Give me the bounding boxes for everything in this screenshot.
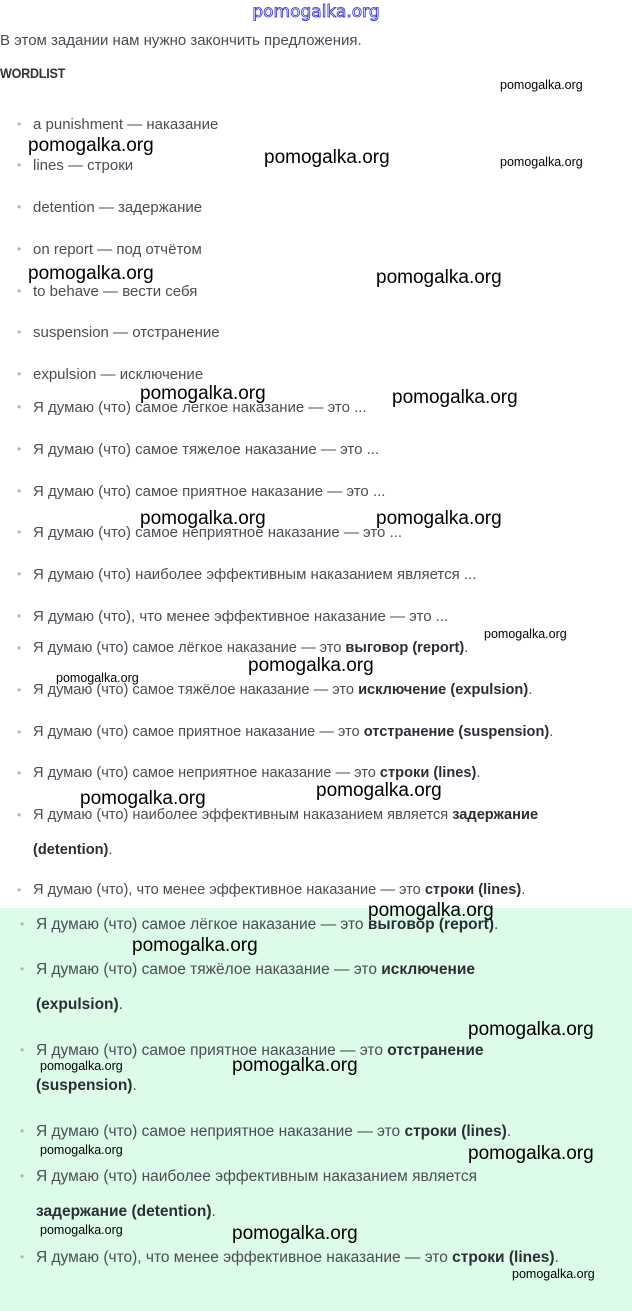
bullet-icon: • bbox=[17, 525, 22, 539]
watermark: pomogalka.org bbox=[40, 1143, 123, 1157]
watermark: pomogalka.org bbox=[80, 788, 206, 809]
answer-tail: . bbox=[464, 640, 469, 656]
answer-text: Я думаю (что) самое тяжёлое наказание — это bbox=[33, 682, 359, 698]
prompt-text: Я думаю (что) самое приятное наказание — это ... bbox=[33, 483, 386, 500]
prompt-item bbox=[17, 432, 613, 467]
watermark: pomogalka.org bbox=[376, 267, 502, 288]
wordlist-item bbox=[17, 232, 613, 267]
watermark: pomogalka.org bbox=[140, 383, 266, 404]
answer-tail: . bbox=[528, 682, 533, 698]
answer-text: Я думаю (что), что менее эффективное наказание — это bbox=[36, 1249, 453, 1266]
answer-tail: . bbox=[521, 882, 526, 898]
answer-tail: . bbox=[118, 996, 123, 1013]
answer-keyword: строки (lines) bbox=[379, 765, 477, 781]
watermark: pomogalka.org bbox=[376, 508, 502, 529]
highlighted-answer-item bbox=[20, 1240, 566, 1275]
answer-text: Я думаю (что) самое приятное наказание — это bbox=[36, 1042, 388, 1059]
watermark: pomogalka.org bbox=[368, 900, 494, 921]
bullet-icon: • bbox=[17, 484, 22, 498]
bullet-icon: • bbox=[17, 883, 22, 897]
watermark: pomogalka.org bbox=[232, 1223, 358, 1244]
answer-text: Я думаю (что) самое лёгкое наказание — это bbox=[36, 916, 368, 933]
wordlist-heading: WORDLIST bbox=[0, 65, 66, 81]
wordlist-item-text: lines — строки bbox=[33, 157, 134, 174]
answer-keyword: исключение (expulsion) bbox=[36, 961, 475, 1013]
bullet-icon: • bbox=[20, 917, 25, 931]
watermark: pomogalka.org bbox=[28, 135, 154, 156]
watermark: pomogalka.org bbox=[40, 1059, 123, 1073]
answer-keyword: строки (lines) bbox=[424, 882, 522, 898]
answer-text: Я думаю (что), что менее эффективное наказание — это bbox=[33, 882, 425, 898]
answer-keyword: отстранение (suspension) bbox=[36, 1042, 484, 1094]
prompt-text: Я думаю (что) самое неприятное наказание — это ... bbox=[33, 524, 403, 541]
answer-text: Я думаю (что) наиболее эффективным наказанием является bbox=[33, 807, 453, 823]
highlighted-answer-item bbox=[20, 1159, 566, 1229]
answer-keyword: строки (lines) bbox=[404, 1123, 507, 1140]
answer-text: Я думаю (что) наиболее эффективным наказанием является bbox=[36, 1168, 477, 1185]
answer-tail: . bbox=[506, 1123, 512, 1140]
answer-tail: . bbox=[132, 1077, 137, 1094]
bullet-icon: • bbox=[20, 1124, 25, 1138]
answer-tail: . bbox=[211, 1203, 216, 1220]
bullet-icon: • bbox=[17, 200, 22, 214]
intro-text: В этом задании нам нужно закончить предложения. bbox=[0, 32, 362, 49]
answer-text: Я думаю (что) самое неприятное наказание — это bbox=[36, 1123, 405, 1140]
prompt-item bbox=[17, 557, 613, 592]
watermark: pomogalka.org bbox=[512, 1267, 595, 1281]
answer-keyword: выговор (report) bbox=[345, 640, 465, 656]
watermark: pomogalka.org bbox=[40, 1223, 123, 1237]
answer-item bbox=[17, 715, 618, 750]
bullet-icon: • bbox=[17, 609, 22, 623]
bullet-icon: • bbox=[17, 766, 22, 780]
watermark: pomogalka.org bbox=[468, 1143, 594, 1164]
prompt-text: Я думаю (что) наиболее эффективным наказанием является ... bbox=[33, 566, 477, 583]
answer-text: Я думаю (что) самое неприятное наказание — это bbox=[33, 765, 380, 781]
answer-tail: . bbox=[108, 842, 113, 858]
watermark: pomogalka.org bbox=[468, 1019, 594, 1040]
highlighted-answer-item bbox=[20, 952, 566, 1022]
watermark: pomogalka.org bbox=[500, 78, 583, 92]
watermark: pomogalka.org bbox=[140, 508, 266, 529]
answer-keyword: выговор (report) bbox=[367, 916, 494, 933]
answer-text: Я думаю (что) самое тяжёлое наказание — это bbox=[36, 961, 382, 978]
wordlist-item bbox=[17, 315, 613, 350]
prompt-text: Я думаю (что) самое легкое наказание — это ... bbox=[33, 399, 367, 416]
bullet-icon: • bbox=[17, 808, 22, 822]
bullet-icon: • bbox=[17, 242, 22, 256]
wordlist-item-text: on report — под отчётом bbox=[33, 241, 202, 258]
header-watermark: pomogalka.org bbox=[252, 2, 380, 22]
bullet-icon: • bbox=[17, 325, 22, 339]
watermark: pomogalka.org bbox=[232, 1055, 358, 1076]
bullet-icon: • bbox=[17, 725, 22, 739]
watermark: pomogalka.org bbox=[248, 655, 374, 676]
bullet-icon: • bbox=[17, 567, 22, 581]
wordlist-item-text: to behave — вести себя bbox=[33, 283, 198, 300]
answer-tail: . bbox=[476, 765, 481, 781]
bullet-icon: • bbox=[17, 641, 22, 655]
prompt-text: Я думаю (что), что менее эффективное наказание — это ... bbox=[33, 608, 449, 625]
wordlist-item bbox=[17, 190, 613, 225]
bullet-icon: • bbox=[20, 1250, 25, 1264]
answer-item bbox=[17, 873, 618, 908]
watermark: pomogalka.org bbox=[500, 155, 583, 169]
watermark: pomogalka.org bbox=[392, 387, 518, 408]
bullet-icon: • bbox=[17, 367, 22, 381]
watermark: pomogalka.org bbox=[56, 671, 139, 685]
prompt-item bbox=[17, 515, 613, 550]
wordlist-item-text: a punishment — наказание bbox=[33, 116, 219, 133]
watermark: pomogalka.org bbox=[316, 780, 442, 801]
answer-keyword: отстранение (suspension) bbox=[363, 724, 550, 740]
watermark: pomogalka.org bbox=[264, 147, 390, 168]
answer-keyword: исключение (expulsion) bbox=[358, 682, 529, 698]
answer-keyword: задержание (detention) bbox=[36, 1203, 212, 1220]
bullet-icon: • bbox=[20, 1169, 25, 1183]
wordlist-item-text: expulsion — исключение bbox=[33, 366, 204, 383]
prompt-text: Я думаю (что) самое тяжелое наказание — это ... bbox=[33, 441, 380, 458]
answer-tail: . bbox=[554, 1249, 559, 1266]
bullet-icon: • bbox=[17, 158, 22, 172]
answer-keyword: строки (lines) bbox=[452, 1249, 555, 1266]
bullet-icon: • bbox=[17, 442, 22, 456]
bullet-icon: • bbox=[17, 117, 22, 131]
answer-text: Я думаю (что) самое приятное наказание — это bbox=[33, 724, 364, 740]
answer-text: Я думаю (что) самое лёгкое наказание — это bbox=[33, 640, 346, 656]
answer-tail: . bbox=[549, 724, 554, 740]
bullet-icon: • bbox=[17, 683, 22, 697]
bullet-icon: • bbox=[17, 284, 22, 298]
bullet-icon: • bbox=[17, 400, 22, 414]
answer-tail: . bbox=[494, 916, 499, 933]
bullet-icon: • bbox=[20, 1043, 25, 1057]
watermark: pomogalka.org bbox=[28, 263, 154, 284]
watermark: pomogalka.org bbox=[484, 627, 567, 641]
wordlist-item-text: detention — задержание bbox=[33, 199, 203, 216]
wordlist-item-text: suspension — отстранение bbox=[33, 324, 220, 341]
prompt-item bbox=[17, 474, 613, 509]
watermark: pomogalka.org bbox=[132, 935, 258, 956]
prompt-item bbox=[17, 390, 613, 425]
bullet-icon: • bbox=[20, 962, 25, 976]
wordlist-item bbox=[17, 357, 613, 392]
answer-keyword: задержание (detention) bbox=[33, 807, 539, 858]
